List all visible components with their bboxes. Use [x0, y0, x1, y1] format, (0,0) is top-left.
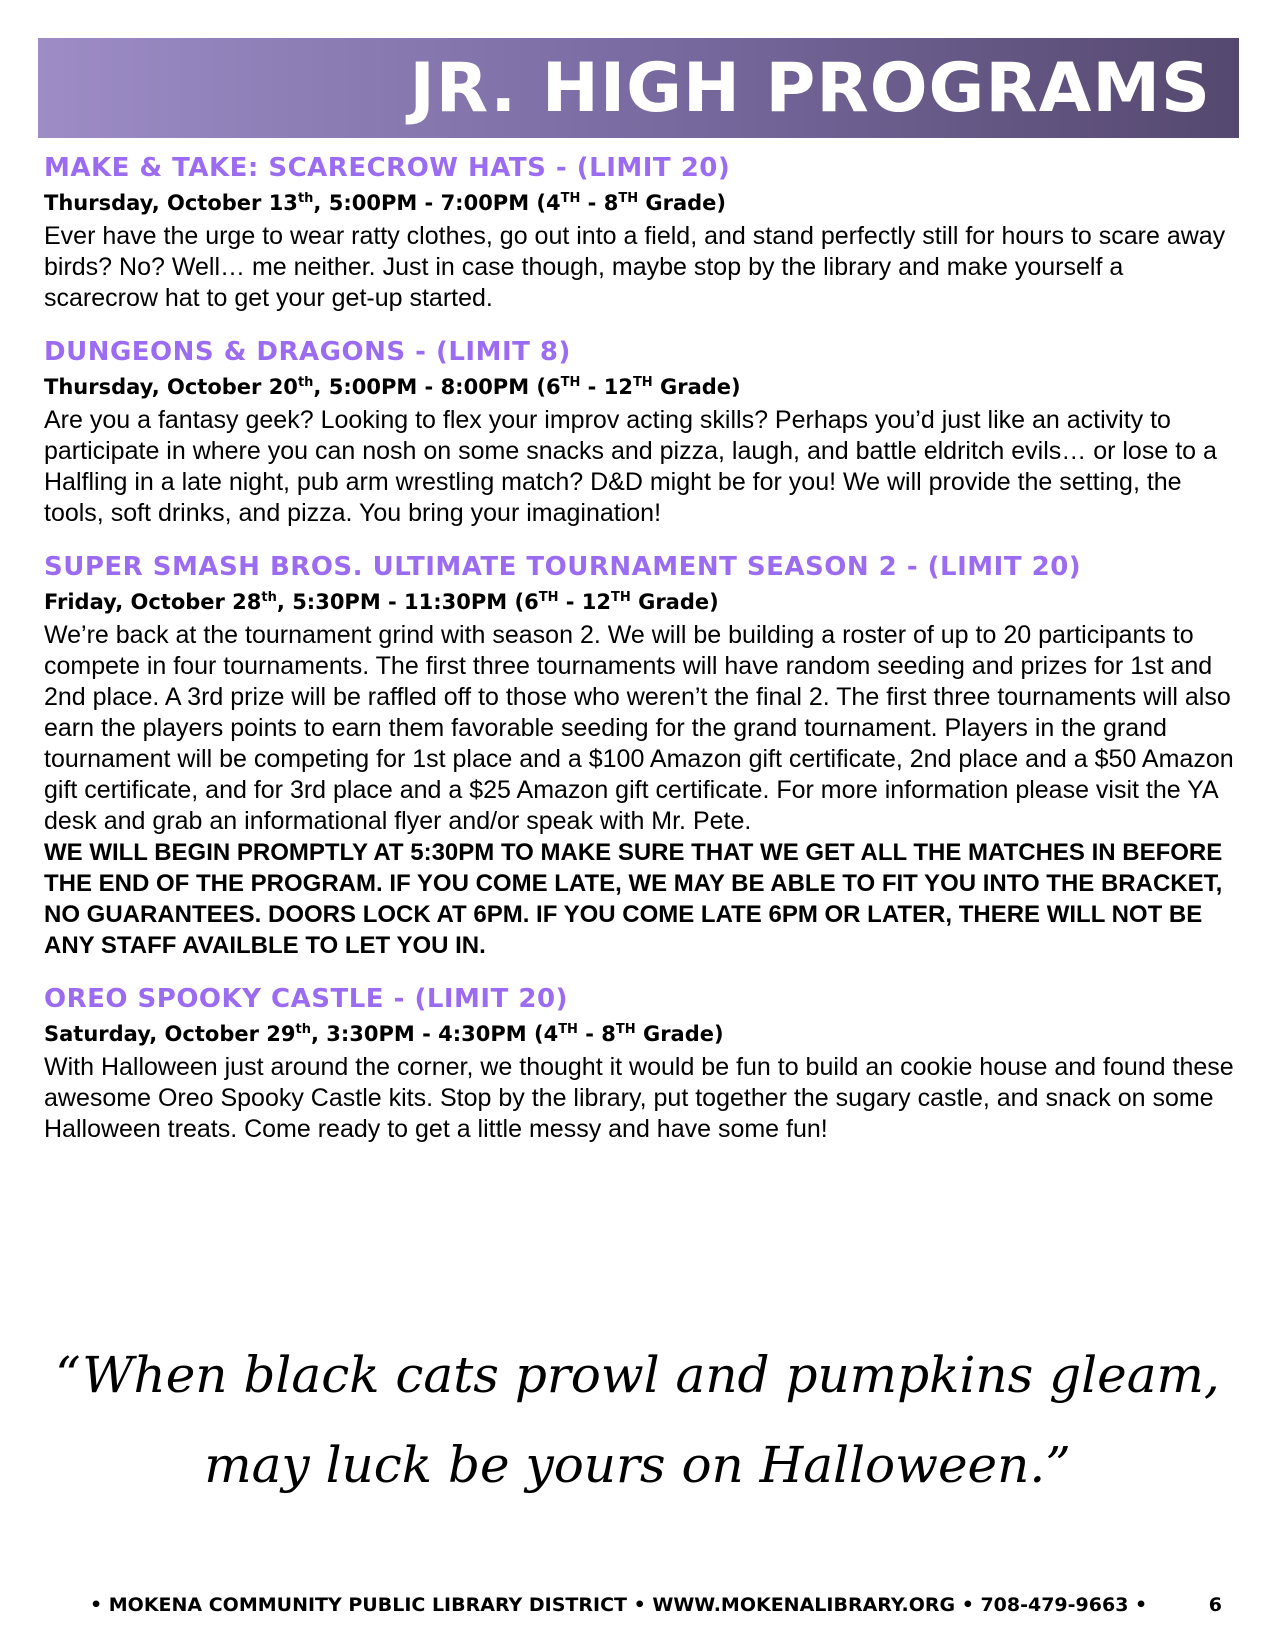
program-schedule: Friday, October 28th, 5:30PM - 11:30PM (6TH - 12TH Grade) — [44, 590, 719, 614]
program-title: OREO SPOOKY CASTLE - (LIMIT 20) — [44, 984, 568, 1014]
program-title: SUPER SMASH BROS. ULTIMATE TOURNAMENT SEASON 2 - (LIMIT 20) — [44, 552, 1082, 582]
program-description: Are you a fantasy geek? Looking to flex your improv acting skills? Perhaps you’d just like an activity to participate in where you can nosh on some snacks and pizza, laugh, and battle eldritch evils… or lose to a Halfling in a late night, pub arm wrestling match? D&D might be for you! We will provide the setting, the tools, soft drinks, and pizza. You bring your imagination! — [44, 406, 1217, 527]
quote-line-1: “When black cats prowl and pumpkins gleam, — [55, 1346, 1220, 1404]
quote-line-2: may luck be yours on Halloween.” — [204, 1436, 1071, 1494]
program-dungeons-dragons — [44, 334, 1244, 529]
program-notice: WE WILL BEGIN PROMPTLY AT 5:30PM TO MAKE SURE THAT WE GET ALL THE MATCHES IN BEFORE THE END OF THE PROGRAM. IF YOU COME LATE, WE MAY BE ABLE TO FIT YOU INTO THE BRACKET, NO GUARANTEES. DOORS LOCK AT 6PM. IF YOU COME LATE 6PM OR LATER, THERE WILL NOT BE ANY STAFF AVAILBLE TO LET YOU IN. — [44, 839, 1223, 959]
page-title: JR. HIGH PROGRAMS — [409, 49, 1211, 128]
header-banner — [38, 38, 1239, 138]
program-schedule: Thursday, October 13th, 5:00PM - 7:00PM (4TH - 8TH Grade) — [44, 191, 727, 215]
program-description: Ever have the urge to wear ratty clothes, go out into a field, and stand perfectly still for hours to scare away birds? No? Well… me neither. Just in case though, maybe stop by the library and make yourself a scarecrow hat to get your get-up started. — [44, 222, 1226, 312]
program-title: MAKE & TAKE: SCARECROW HATS - (LIMIT 20) — [44, 153, 731, 183]
program-oreo-spooky-castle — [44, 981, 1244, 1145]
footer-text: • MOKENA COMMUNITY PUBLIC LIBRARY DISTRICT • WWW.MOKENALIBRARY.ORG • 708-479-9663 • — [90, 1594, 1148, 1616]
program-title: DUNGEONS & DRAGONS - (LIMIT 8) — [44, 337, 571, 367]
program-schedule: Thursday, October 20th, 5:00PM - 8:00PM (6TH - 12TH Grade) — [44, 375, 741, 399]
programs-list — [44, 150, 1244, 1165]
program-description: We’re back at the tournament grind with season 2. We will be building a roster of up to 20 participants to compete in four tournaments. The first three tournaments will have random seeding and prizes for 1st and 2nd place. A 3rd prize will be raffled off to those who weren’t the final 2. The first three tournaments will also earn the players points to earn them favorable seeding for the grand tournament. Players in the grand tournament will be competing for 1st place and a $100 Amazon gift certificate, 2nd place and a $50 Amazon gift certificate, and for 3rd place and a $25 Amazon gift certificate. For more information please visit the YA desk and grab an informational flyer and/or speak with Mr. Pete. — [44, 621, 1234, 835]
program-description: With Halloween just around the corner, we thought it would be fun to build an cookie house and found these awesome Oreo Spooky Castle kits. Stop by the library, put together the sugary castle, and snack on some Halloween treats. Come ready to get a little messy and have some fun! — [44, 1053, 1234, 1143]
halloween-quote — [0, 1330, 1275, 1510]
program-smash-bros-tournament — [44, 549, 1244, 961]
program-schedule: Saturday, October 29th, 3:30PM - 4:30PM (4TH - 8TH Grade) — [44, 1022, 724, 1046]
page-footer — [90, 1594, 1250, 1616]
page-number: 6 — [1208, 1594, 1222, 1616]
program-scarecrow-hats — [44, 150, 1244, 314]
